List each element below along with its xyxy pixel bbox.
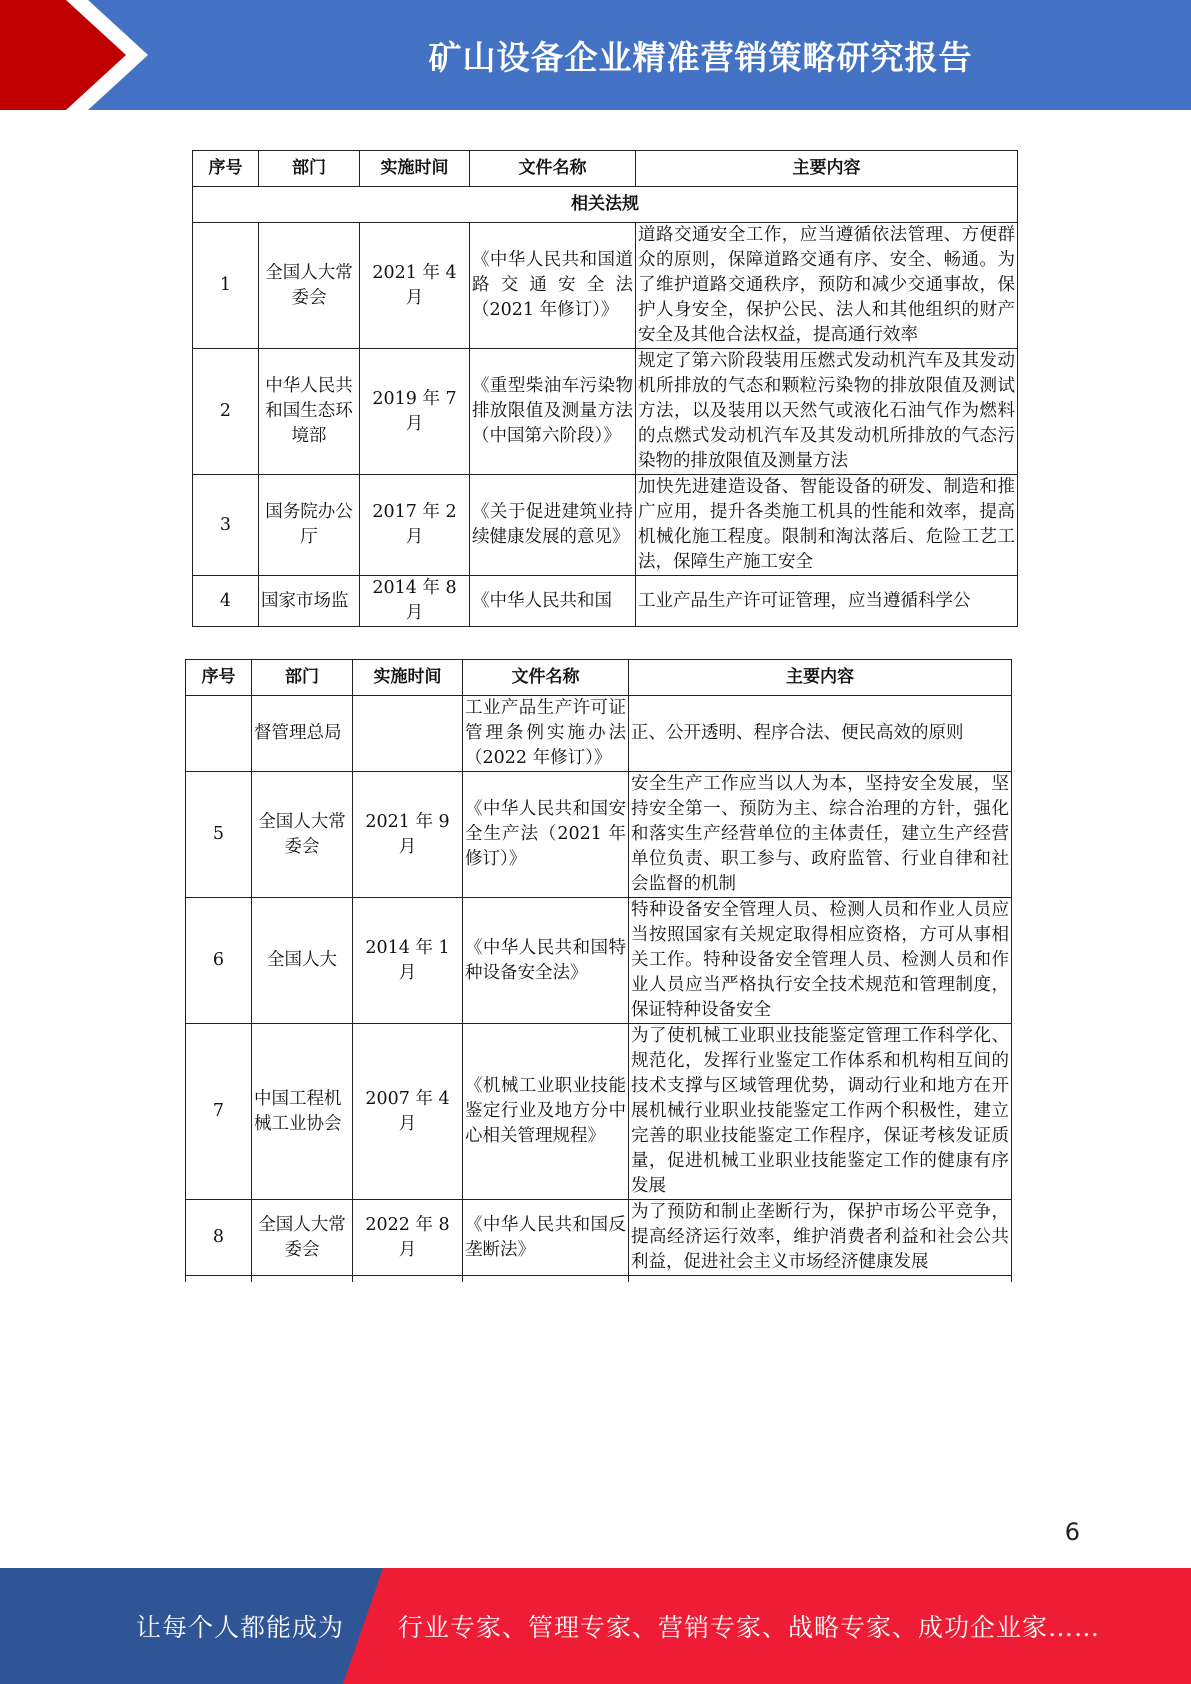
table-header-row xyxy=(186,660,1012,696)
row-date: 2007 年 4 月 xyxy=(353,1024,463,1200)
row-content: 道路交通安全工作，应当遵循依法管理、方便群众的原则，保障道路交通有序、安全、畅通。为了维护道路交通秩序，预防和减少交通事故，保护人身安全，保护公民、法人和其他组织的财产安全及其他合法权益，提高通行效率 xyxy=(636,223,1018,349)
footer-slogan-left: 让每个人都能成为 xyxy=(135,1613,344,1642)
page-number: 6 xyxy=(1064,1518,1080,1546)
row-content: 特种设备安全管理人员、检测人员和作业人员应当按照国家有关规定取得相应资格，方可从事相关工作。特种设备安全管理人员、检测人员和作业人员应当严格执行安全技术规范和管理制度，保证特种设备安全 xyxy=(629,898,1012,1024)
col-header-dept: 部门 xyxy=(252,660,353,696)
section-title: 相关法规 xyxy=(193,187,1018,223)
row-no: 6 xyxy=(186,898,252,1024)
report-title: 矿山设备企业精准营销策略研究报告 xyxy=(428,37,973,77)
row-content: 工业产品生产许可证管理，应当遵循科学公 xyxy=(636,576,1018,627)
table-row xyxy=(193,349,1018,475)
row-dept: 中华人民共和国生态环境部 xyxy=(259,349,360,475)
col-header-date: 实施时间 xyxy=(360,151,470,187)
row-dept: 中国工程机械工业协会 xyxy=(252,1024,353,1200)
row-doc-name: 《中华人民共和国安全生产法（2021 年修订）》 xyxy=(463,772,629,898)
table-row xyxy=(193,223,1018,349)
col-header-name: 文件名称 xyxy=(470,151,636,187)
row-doc-name: 《中华人民共和国特种设备安全法》 xyxy=(463,898,629,1024)
row-date xyxy=(353,696,463,772)
row-content: 正、公开透明、程序合法、便民高效的原则 xyxy=(629,696,1012,772)
table-row xyxy=(186,772,1012,898)
col-header-no: 序号 xyxy=(193,151,259,187)
row-no: 3 xyxy=(193,475,259,576)
row-doc-name: 《重型柴油车污染物排放限值及测量方法（中国第六阶段）》 xyxy=(470,349,636,475)
row-dept: 全国人大 xyxy=(252,898,353,1024)
row-doc-name: 工业产品生产许可证管理条例实施办法（2022 年修订）》 xyxy=(463,696,629,772)
row-dept: 督管理总局 xyxy=(252,696,353,772)
row-dept: 国家市场监 xyxy=(259,576,360,627)
page-footer xyxy=(0,1568,1191,1684)
row-dept: 国务院办公厅 xyxy=(259,475,360,576)
row-content: 加快先进建造设备、智能设备的研发、制造和推广应用，提升各类施工机具的性能和效率，提高机械化施工程度。限制和淘汰落后、危险工艺工法，保障生产施工安全 xyxy=(636,475,1018,576)
regulations-table-2 xyxy=(185,659,1012,1282)
row-doc-name: 《中华人民共和国道路交通安全法（2021 年修订）》 xyxy=(470,223,636,349)
row-content: 规定了第六阶段装用压燃式发动机汽车及其发动机所排放的气态和颗粒污染物的排放限值及测试方法，以及装用以天然气或液化石油气作为燃料的点燃式发动机汽车及其发动机所排放的气态污染物的排放限值及测量方法 xyxy=(636,349,1018,475)
row-no: 5 xyxy=(186,772,252,898)
footer-slogan-right: 行业专家、管理专家、营销专家、战略专家、成功企业家…… xyxy=(398,1613,1101,1642)
row-dept: 全国人大常委会 xyxy=(259,223,360,349)
col-header-no: 序号 xyxy=(186,660,252,696)
row-date: 2022 年 8 月 xyxy=(353,1200,463,1276)
table-header-row xyxy=(193,151,1018,187)
chevron-arrow-icon xyxy=(0,0,160,110)
col-header-dept: 部门 xyxy=(259,151,360,187)
col-header-content: 主要内容 xyxy=(629,660,1012,696)
regulations-table-1 xyxy=(192,150,1018,627)
col-header-name: 文件名称 xyxy=(463,660,629,696)
row-date: 2017 年 2 月 xyxy=(360,475,470,576)
row-no: 8 xyxy=(186,1200,252,1276)
row-date: 2021 年 9 月 xyxy=(353,772,463,898)
row-date: 2021 年 4 月 xyxy=(360,223,470,349)
row-content: 为了预防和制止垄断行为，保护市场公平竞争，提高经济运行效率，维护消费者利益和社会公共利益，促进社会主义市场经济健康发展 xyxy=(629,1200,1012,1276)
row-date: 2019 年 7 月 xyxy=(360,349,470,475)
col-header-content: 主要内容 xyxy=(636,151,1018,187)
row-dept: 全国人大常委会 xyxy=(252,772,353,898)
row-no: 2 xyxy=(193,349,259,475)
table-row xyxy=(186,1024,1012,1200)
row-doc-name: 《中华人民共和国 xyxy=(470,576,636,627)
row-doc-name: 《中华人民共和国反垄断法》 xyxy=(463,1200,629,1276)
table-row xyxy=(186,1200,1012,1276)
table-row xyxy=(186,898,1012,1024)
row-content: 为了使机械工业职业技能鉴定管理工作科学化、规范化，发挥行业鉴定工作体系和机构相互间的技术支撑与区域管理优势，调动行业和地方在开展机械行业职业技能鉴定工作两个积极性，建立完善的职业技能鉴定工作程序，保证考核发证质量，促进机械工业职业技能鉴定工作的健康有序发展 xyxy=(629,1024,1012,1200)
table-continuation xyxy=(186,1276,1012,1283)
row-doc-name: 《关于促进建筑业持续健康发展的意见》 xyxy=(470,475,636,576)
col-header-date: 实施时间 xyxy=(353,660,463,696)
row-no: 4 xyxy=(193,576,259,627)
table-row xyxy=(193,576,1018,627)
table-row xyxy=(193,475,1018,576)
row-doc-name: 《机械工业职业技能鉴定行业及地方分中心相关管理规程》 xyxy=(463,1024,629,1200)
row-no: 7 xyxy=(186,1024,252,1200)
section-row xyxy=(193,187,1018,223)
row-date: 2014 年 1 月 xyxy=(353,898,463,1024)
page-header xyxy=(0,0,1191,110)
table-row xyxy=(186,696,1012,772)
row-no: 1 xyxy=(193,223,259,349)
row-date: 2014 年 8 月 xyxy=(360,576,470,627)
row-content: 安全生产工作应当以人为本，坚持安全发展，坚持安全第一、预防为主、综合治理的方针，强化和落实生产经营单位的主体责任，建立生产经营单位负责、职工参与、政府监管、行业自律和社会监督的机制 xyxy=(629,772,1012,898)
row-no xyxy=(186,696,252,772)
row-dept: 全国人大常委会 xyxy=(252,1200,353,1276)
